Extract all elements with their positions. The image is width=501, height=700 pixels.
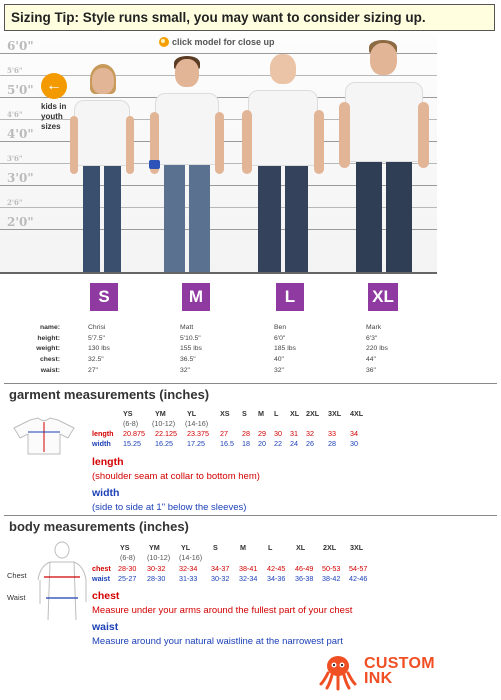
garment-width-value: 28 bbox=[328, 439, 336, 448]
body-size-range: (6-8) bbox=[120, 553, 136, 562]
click-model-label: click model for close up bbox=[172, 37, 275, 47]
body-chest-value: 30-32 bbox=[147, 564, 166, 573]
model-height: 5'7.5" bbox=[88, 334, 105, 342]
model-l-photo[interactable] bbox=[240, 52, 326, 272]
tshirt bbox=[74, 100, 130, 166]
garment-length-value: 22.125 bbox=[155, 429, 177, 438]
body-waist-value: 32-34 bbox=[239, 574, 258, 583]
model-stats-m bbox=[180, 323, 202, 376]
garment-length-value: 20.875 bbox=[123, 429, 145, 438]
model-weight: 220 lbs bbox=[366, 345, 388, 353]
garment-width-value: 17.25 bbox=[187, 439, 205, 448]
body-size-header: L bbox=[268, 543, 273, 552]
model-name: Chrisi bbox=[88, 324, 106, 331]
model-height: 6'3" bbox=[366, 334, 378, 342]
body-chest-value: 38-41 bbox=[239, 564, 258, 573]
garment-size-header: S bbox=[242, 409, 247, 418]
model-height: 5'10.5" bbox=[180, 334, 201, 342]
ruler-label-2-6: 2'6" bbox=[7, 198, 23, 207]
garment-length-value: 28 bbox=[242, 429, 250, 438]
size-badge-s[interactable]: S bbox=[90, 283, 118, 311]
garment-size-header: 4XL bbox=[350, 409, 364, 418]
figure-waist-label: Waist bbox=[7, 593, 26, 602]
logo-line-1: CUSTOM bbox=[364, 655, 435, 672]
garment-width-value: 16.25 bbox=[155, 439, 173, 448]
garment-size-range: (10-12) bbox=[152, 419, 176, 428]
stat-label-weight: weight: bbox=[36, 345, 60, 353]
model-stats-xl bbox=[366, 323, 388, 376]
jeans-leg bbox=[386, 162, 412, 272]
model-s-photo[interactable] bbox=[66, 64, 138, 272]
ruler-label-4-0: 4'0" bbox=[7, 127, 34, 141]
logo-line-2: INK bbox=[364, 670, 393, 687]
tshirt bbox=[248, 90, 318, 166]
model-m-photo[interactable] bbox=[148, 56, 228, 272]
body-waist-value: 25-27 bbox=[118, 574, 137, 583]
body-waist-label: waist bbox=[92, 574, 110, 583]
body-waist-value: 30-32 bbox=[211, 574, 230, 583]
head bbox=[175, 59, 199, 87]
tshirt bbox=[345, 82, 423, 162]
body-size-header: M bbox=[240, 543, 246, 552]
ruler-label-6-0: 6'0" bbox=[7, 39, 34, 53]
length-description: (shoulder seam at collar to bottom hem) bbox=[92, 471, 260, 482]
garment-size-header: 2XL bbox=[306, 409, 320, 418]
garment-size-header: L bbox=[274, 409, 279, 418]
custom-ink-logo[interactable] bbox=[318, 651, 435, 691]
body-waist-value: 28-30 bbox=[147, 574, 166, 583]
logo-wordmark bbox=[364, 656, 435, 686]
model-waist: 36" bbox=[366, 366, 376, 374]
size-badge-xl[interactable]: XL bbox=[368, 283, 398, 311]
body-size-range: (14-16) bbox=[179, 553, 203, 562]
width-heading: width bbox=[92, 487, 120, 499]
body-chest-value: 32-34 bbox=[179, 564, 198, 573]
kids-sizes-link[interactable]: kids in youth sizes bbox=[41, 102, 67, 131]
arm bbox=[339, 102, 350, 168]
garment-size-header: YM bbox=[155, 409, 166, 418]
model-weight: 130 lbs bbox=[88, 345, 110, 353]
jeans-leg bbox=[356, 162, 382, 272]
garment-size-header: YS bbox=[123, 409, 133, 418]
garment-width-value: 24 bbox=[290, 439, 298, 448]
click-model-note[interactable] bbox=[159, 37, 275, 47]
garment-width-value: 16.5 bbox=[220, 439, 234, 448]
model-weight: 155 lbs bbox=[180, 345, 202, 353]
ruler-label-2-0: 2'0" bbox=[7, 215, 34, 229]
garment-width-value: 15.25 bbox=[123, 439, 141, 448]
head bbox=[270, 54, 296, 84]
section-divider bbox=[4, 515, 497, 516]
stat-label-name: name: bbox=[39, 324, 60, 331]
garment-length-value: 34 bbox=[350, 429, 358, 438]
garment-length-value: 32 bbox=[306, 429, 314, 438]
body-figure-icon bbox=[4, 540, 90, 622]
garment-length-label: length bbox=[92, 429, 114, 438]
garment-width-value: 20 bbox=[258, 439, 266, 448]
octopus-logo-icon bbox=[318, 651, 358, 691]
model-weight: 185 lbs bbox=[274, 345, 296, 353]
section-divider bbox=[4, 383, 497, 384]
jeans-leg bbox=[285, 166, 308, 272]
body-chest-value: 28-30 bbox=[118, 564, 137, 573]
stat-label-chest: chest: bbox=[39, 356, 60, 364]
sizing-tip-banner: Sizing Tip: Style runs small, you may want to consider sizing up. bbox=[4, 4, 495, 31]
model-waist: 32" bbox=[274, 366, 284, 374]
ruler-label-4-6: 4'6" bbox=[7, 110, 23, 119]
model-chest: 32.5" bbox=[88, 356, 104, 364]
kids-sizes-arrow-icon[interactable]: ← bbox=[41, 73, 67, 99]
arm bbox=[242, 110, 252, 174]
body-size-header: XL bbox=[296, 543, 306, 552]
ruler-label-5-0: 5'0" bbox=[7, 83, 34, 97]
arm bbox=[418, 102, 429, 168]
jeans-leg bbox=[83, 166, 100, 272]
garment-length-value: 33 bbox=[328, 429, 336, 438]
body-waist-value: 34-36 bbox=[267, 574, 286, 583]
jeans-leg bbox=[189, 165, 210, 272]
garment-section-title: garment measurements (inches) bbox=[9, 387, 210, 402]
waist-heading: waist bbox=[92, 621, 119, 633]
body-chest-value: 54-57 bbox=[349, 564, 368, 573]
tshirt bbox=[155, 93, 219, 165]
width-description: (side to side at 1" below the sleeves) bbox=[92, 502, 247, 513]
jeans-leg bbox=[258, 166, 281, 272]
model-stats-labels bbox=[10, 323, 60, 376]
model-photo-area[interactable] bbox=[0, 34, 437, 274]
garment-width-value: 26 bbox=[306, 439, 314, 448]
model-waist: 27" bbox=[88, 366, 98, 374]
ruler-label-3-0: 3'0" bbox=[7, 171, 34, 185]
model-stats-l bbox=[274, 323, 296, 376]
body-size-header: S bbox=[213, 543, 218, 552]
model-waist: 32" bbox=[180, 366, 190, 374]
body-size-header: YM bbox=[149, 543, 160, 552]
stat-label-height: height: bbox=[37, 334, 60, 342]
body-size-range: (10-12) bbox=[147, 553, 171, 562]
model-name: Matt bbox=[180, 324, 194, 331]
length-heading: length bbox=[92, 456, 124, 468]
body-chest-label: chest bbox=[92, 564, 111, 573]
garment-size-range: (6-8) bbox=[123, 419, 139, 428]
garment-length-value: 30 bbox=[274, 429, 282, 438]
jeans-leg bbox=[164, 165, 185, 272]
model-stats-s bbox=[88, 323, 110, 376]
arm bbox=[314, 110, 324, 174]
jeans-leg bbox=[104, 166, 121, 272]
garment-length-value: 27 bbox=[220, 429, 228, 438]
model-name: Ben bbox=[274, 324, 287, 331]
garment-size-header: 3XL bbox=[328, 409, 342, 418]
ruler-label-3-6: 3'6" bbox=[7, 154, 23, 163]
model-name: Mark bbox=[366, 324, 382, 331]
garment-size-range: (14-16) bbox=[185, 419, 209, 428]
size-badge-l[interactable]: L bbox=[276, 283, 304, 311]
body-size-header: YL bbox=[181, 543, 191, 552]
body-waist-value: 36-38 bbox=[295, 574, 314, 583]
garment-size-header: YL bbox=[187, 409, 197, 418]
wristband bbox=[149, 160, 160, 169]
chest-heading: chest bbox=[92, 590, 120, 602]
garment-width-value: 18 bbox=[242, 439, 250, 448]
model-chest: 36.5" bbox=[180, 356, 196, 364]
body-size-header: YS bbox=[120, 543, 130, 552]
size-badge-m[interactable]: M bbox=[182, 283, 210, 311]
garment-size-header: M bbox=[258, 409, 264, 418]
garment-width-value: 30 bbox=[350, 439, 358, 448]
floor-line bbox=[0, 272, 437, 274]
garment-width-label: width bbox=[92, 439, 111, 448]
body-chest-value: 34-37 bbox=[211, 564, 230, 573]
stat-label-waist: waist: bbox=[40, 366, 60, 374]
figure-chest-label: Chest bbox=[7, 571, 27, 580]
arm bbox=[126, 116, 134, 174]
body-waist-value: 31-33 bbox=[179, 574, 198, 583]
arm bbox=[215, 112, 224, 174]
body-chest-value: 46-49 bbox=[295, 564, 314, 573]
chest-description: Measure under your arms around the fullest part of your chest bbox=[92, 605, 353, 616]
body-size-header: 3XL bbox=[350, 543, 364, 552]
body-waist-value: 38-42 bbox=[322, 574, 341, 583]
garment-size-header: XL bbox=[290, 409, 300, 418]
waist-description: Measure around your natural waistline at the narrowest part bbox=[92, 636, 343, 647]
body-chest-value: 50-53 bbox=[322, 564, 341, 573]
garment-length-value: 31 bbox=[290, 429, 298, 438]
magnifier-icon bbox=[159, 37, 169, 47]
garment-size-header: XS bbox=[220, 409, 230, 418]
body-waist-value: 42-46 bbox=[349, 574, 368, 583]
ruler-label-5-6: 5'6" bbox=[7, 66, 23, 75]
model-chest: 44" bbox=[366, 356, 376, 364]
garment-length-value: 23.375 bbox=[187, 429, 209, 438]
model-chest: 40" bbox=[274, 356, 284, 364]
body-size-header: 2XL bbox=[323, 543, 337, 552]
body-chest-value: 42-45 bbox=[267, 564, 286, 573]
tshirt-diagram-icon bbox=[8, 416, 80, 456]
model-height: 6'0" bbox=[274, 334, 286, 342]
garment-length-value: 29 bbox=[258, 429, 266, 438]
garment-width-value: 22 bbox=[274, 439, 282, 448]
body-section-title: body measurements (inches) bbox=[9, 519, 189, 534]
head bbox=[370, 43, 397, 75]
head bbox=[92, 68, 114, 94]
model-xl-photo[interactable] bbox=[338, 40, 430, 272]
